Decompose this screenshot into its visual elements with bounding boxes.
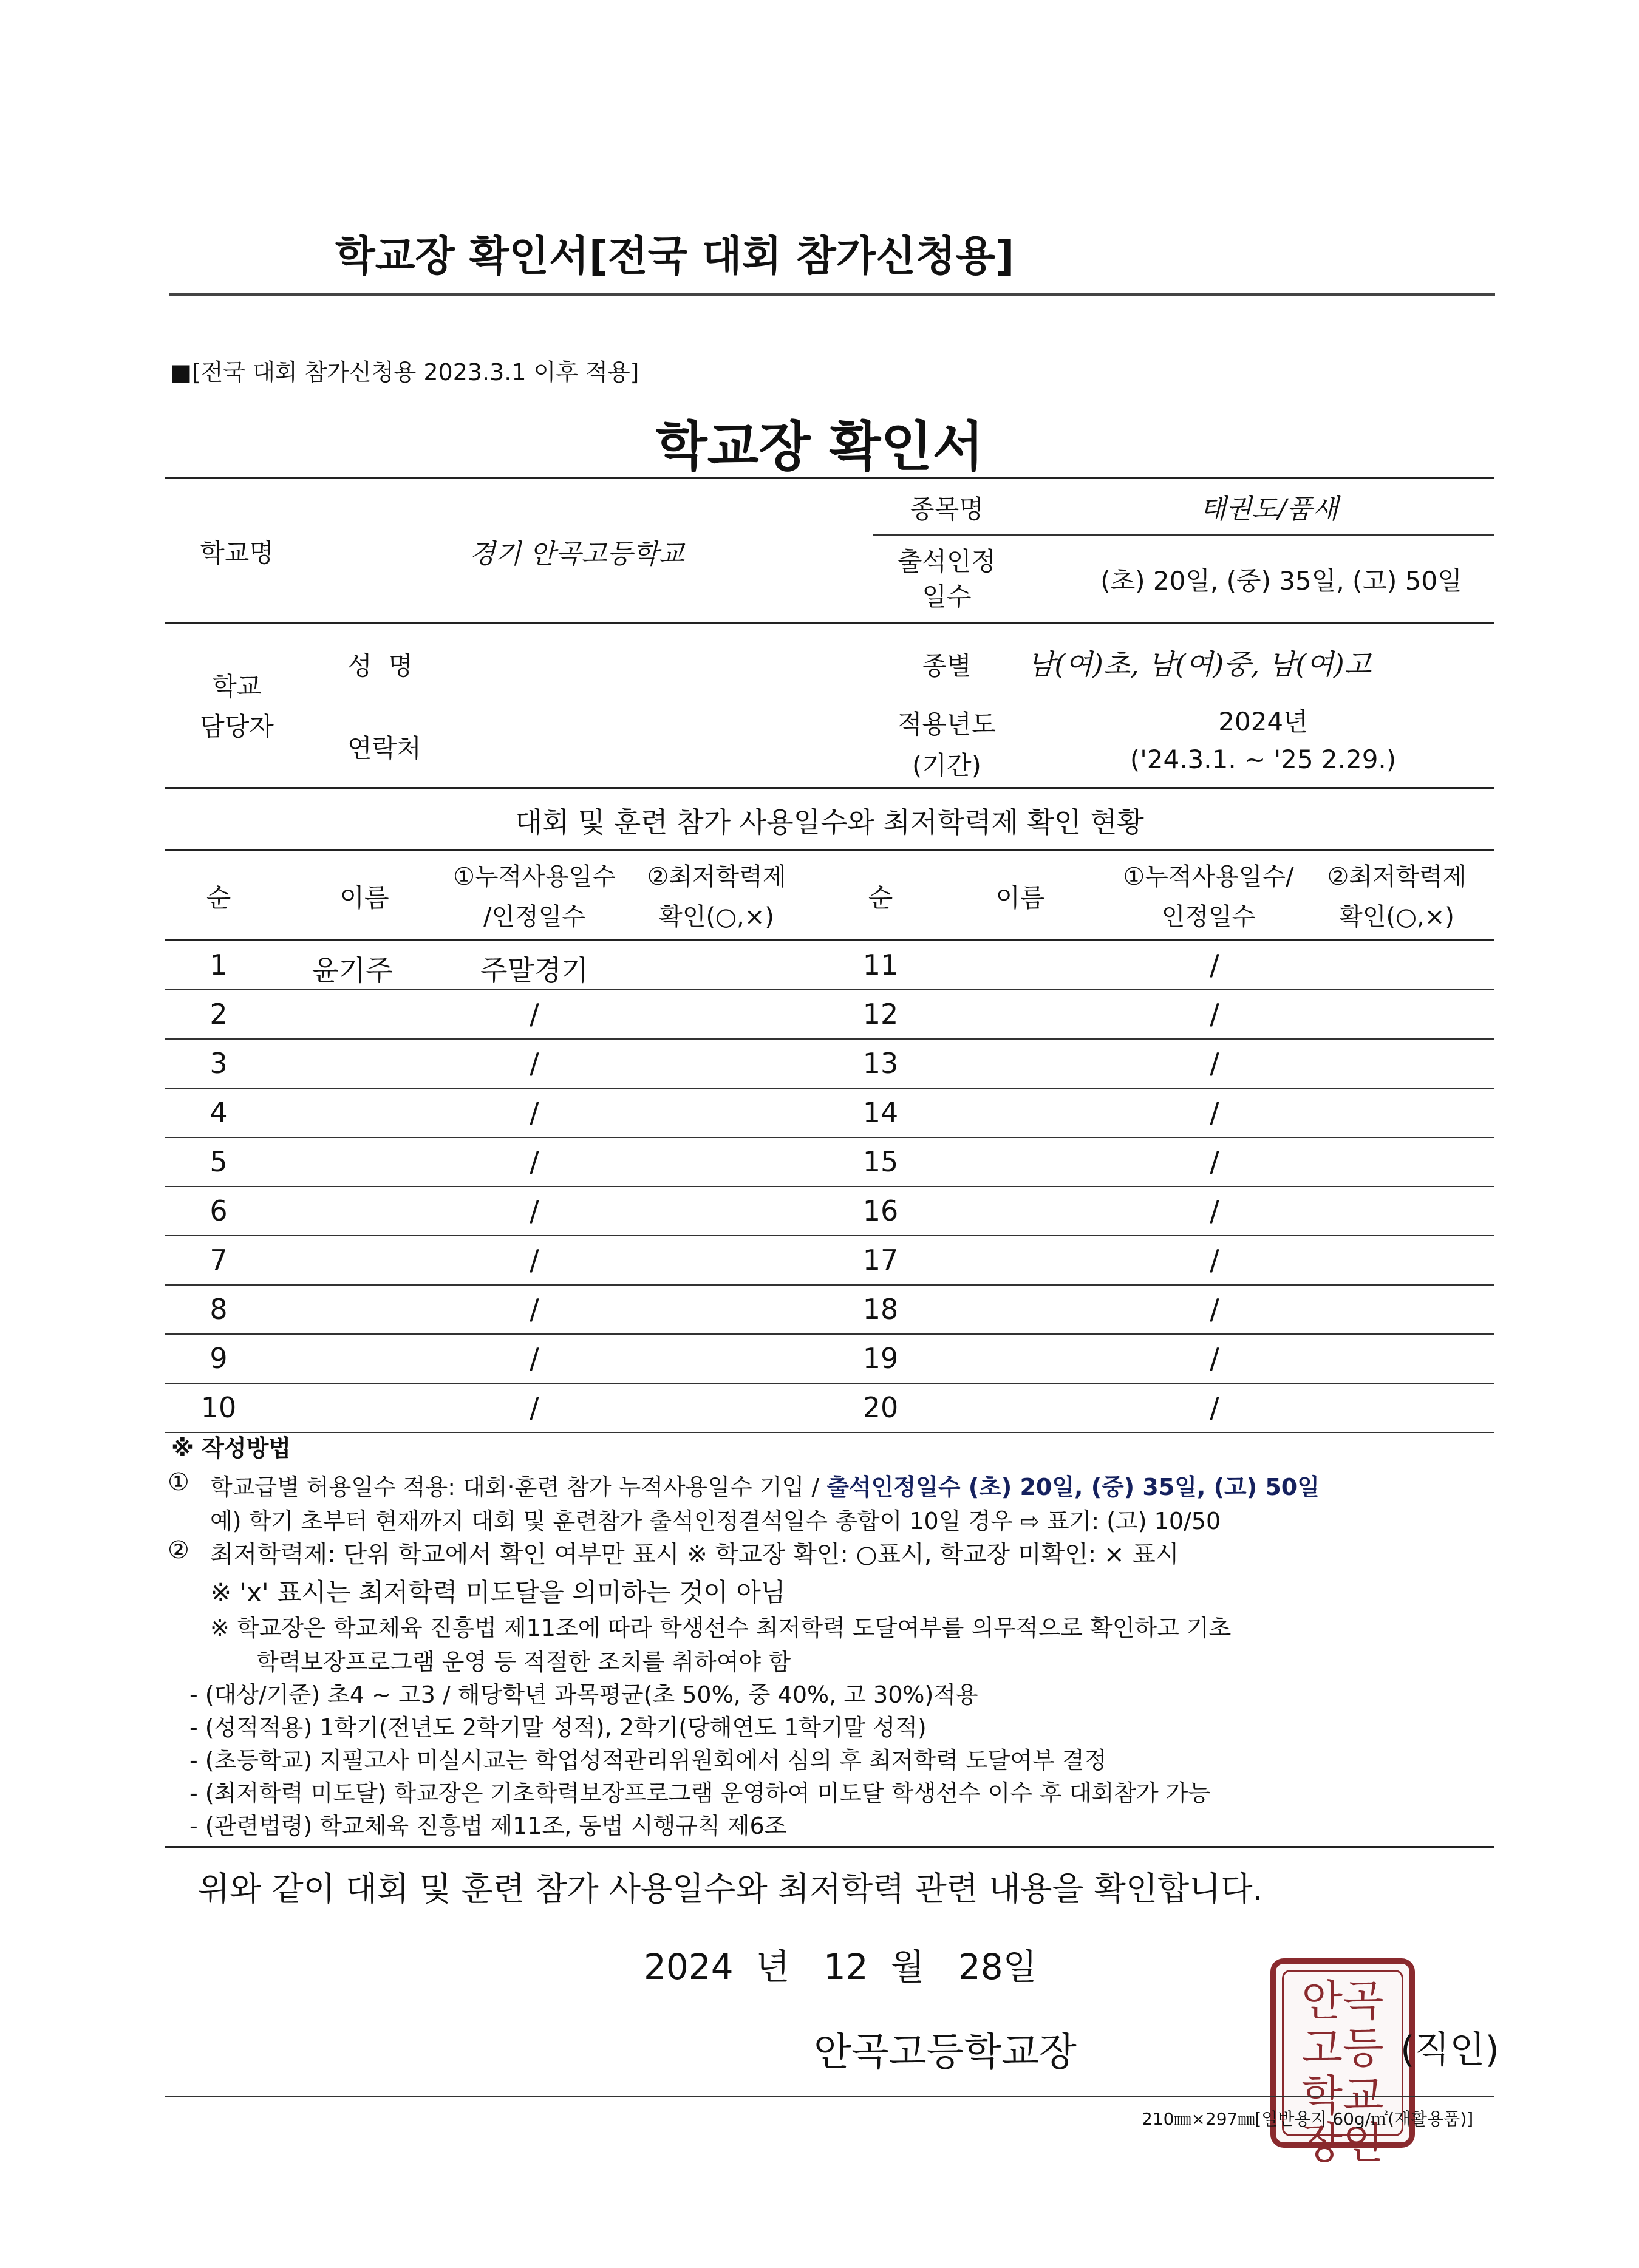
- col-header-check-2: 확인(○,×): [659, 903, 774, 931]
- table-row-days-right: /: [1210, 948, 1219, 981]
- seal-text: 안곡고등학교장인: [1301, 1976, 1384, 2168]
- section-title-bottom: [165, 849, 1494, 851]
- principal-name: 안곡고등학교장: [814, 2030, 1077, 2075]
- col-header-check-right-1: ②최저학력제: [1327, 863, 1467, 891]
- table-row-days: 주말경기: [480, 954, 588, 987]
- col-header-check-right-2: 확인(○,×): [1339, 903, 1454, 931]
- table-row-no: 2: [210, 998, 228, 1030]
- col-header-days-right-2: 인정일수: [1161, 903, 1256, 931]
- notes-heading: ※ 작성방법: [171, 1435, 291, 1462]
- note-1-example: 예) 학기 초부터 현재까지 대회 및 훈련참가 출석인정결석일수 총합이 10일 경우 ⇨ 표기: (고) 10/50: [210, 1508, 1221, 1534]
- table-row-divider: [165, 1235, 1494, 1236]
- table-row-no: 1: [210, 948, 228, 981]
- col-header-days-2: /인정일수: [483, 903, 586, 931]
- note-2-remark-law-cont: 학력보장프로그램 운영 등 적절한 조치를 취하여야 함: [256, 1649, 791, 1675]
- header-title: 학교장 확인서[전국 대회 참가신청용]: [335, 233, 1015, 281]
- col-header-no: 순: [206, 883, 231, 913]
- bullet-underachiever: - (최저학력 미도달) 학교장은 기초학력보장프로그램 운영하여 미도달 학생선수 이수 후 대회참가 가능: [189, 1780, 1211, 1807]
- table-row-no-right: 19: [862, 1342, 899, 1375]
- table-row-days: /: [530, 1145, 539, 1178]
- category-value: 남(여)초, 남(여)중, 남(여)고: [1027, 648, 1372, 681]
- table-row-days-right: /: [1210, 1391, 1219, 1424]
- category-label: 종별: [922, 651, 972, 681]
- col-header-no-right: 순: [868, 883, 893, 913]
- col-header-days-right-1: ①누적사용일수/: [1123, 863, 1294, 891]
- info-top-border: [165, 477, 1494, 479]
- table-row-no-right: 13: [862, 1047, 899, 1080]
- col-header-days-1: ①누적사용일수: [453, 863, 616, 891]
- name-label: 성 명: [347, 651, 413, 681]
- table-header-bottom: [165, 939, 1494, 941]
- table-row-no-right: 14: [862, 1096, 899, 1129]
- table-row-no: 8: [210, 1293, 228, 1326]
- col-header-check-1: ②최저학력제: [647, 863, 786, 891]
- header-divider: [169, 293, 1495, 296]
- bullet-law: - (관련법령) 학교체육 진흥법 제11조, 동법 시행규칙 제6조: [189, 1813, 787, 1839]
- manager-label-2: 담당자: [200, 712, 274, 741]
- table-row-days-right: /: [1210, 1244, 1219, 1276]
- table-row-no: 10: [200, 1391, 237, 1424]
- table-row-days-right: /: [1210, 1293, 1219, 1326]
- bullet-target: - (대상/기준) 초4 ~ 고3 / 해당학년 과목평균(초 50%, 중 40%, 고 30%)적용: [189, 1681, 978, 1708]
- note-1-number: ①: [168, 1468, 189, 1496]
- note-2-remark-law: ※ 학교장은 학교체육 진흥법 제11조에 따라 학생선수 최저학력 도달여부를 의무적으로 확인하고 기초: [210, 1615, 1232, 1641]
- table-row-no-right: 12: [862, 998, 899, 1030]
- seal-label: (직인): [1400, 2029, 1499, 2071]
- attendance-label-2: 일수: [922, 582, 972, 611]
- note-1-text-a: 학교급별 허용일수 적용: 대회·훈련 참가 누적사용일수 기입 /: [210, 1474, 827, 1500]
- table-row-divider: [165, 989, 1494, 990]
- year-value-1: 2024년: [1218, 707, 1308, 737]
- table-row-days-right: /: [1210, 1047, 1219, 1080]
- table-row-divider: [165, 1038, 1494, 1040]
- table-row-no: 7: [210, 1244, 228, 1276]
- section-title: 대회 및 훈련 참가 사용일수와 최저학력제 확인 현황: [515, 806, 1144, 839]
- table-row-days-right: /: [1210, 1342, 1219, 1375]
- table-row-no: 4: [210, 1096, 228, 1129]
- note-1-text: [210, 1468, 1320, 1502]
- main-title: 학교장 확인서: [655, 415, 984, 478]
- table-row-divider: [165, 1186, 1494, 1187]
- table-row-no: 5: [210, 1145, 228, 1178]
- attendance-label-1: 출석인정: [897, 547, 997, 576]
- contact-label: 연락처: [347, 734, 421, 763]
- table-row-days: /: [530, 1244, 539, 1276]
- footer-divider: [165, 2096, 1494, 2097]
- attendance-value: (초) 20일, (중) 35일, (고) 50일: [1100, 566, 1462, 596]
- confirmation-date: 2024 년 12 월 28일: [644, 1946, 1037, 1987]
- bullet-grades: - (성적적용) 1학기(전년도 2학기말 성적), 2학기(당해연도 1학기말 성적): [189, 1714, 927, 1741]
- table-row-divider: [165, 1088, 1494, 1089]
- info-bottom-border: [165, 787, 1494, 789]
- table-row-no-right: 18: [862, 1293, 899, 1326]
- table-row-days-right: /: [1210, 1145, 1219, 1178]
- info-mid-right-line: [873, 534, 1494, 536]
- table-row-days: /: [530, 1047, 539, 1080]
- table-row-days: /: [530, 1391, 539, 1424]
- table-row-no: 3: [210, 1047, 228, 1080]
- table-row-days-right: /: [1210, 998, 1219, 1030]
- table-row-divider: [165, 1137, 1494, 1138]
- col-header-name-right: 이름: [995, 883, 1045, 913]
- year-value-2: ('24.3.1. ~ '25 2.29.): [1130, 744, 1397, 774]
- table-row-days: /: [530, 1293, 539, 1326]
- table-row-days: /: [530, 998, 539, 1030]
- confirmation-text: 위와 같이 대회 및 훈련 참가 사용일수와 최저학력 관련 내용을 확인합니다.: [198, 1870, 1263, 1908]
- table-row-days-right: /: [1210, 1194, 1219, 1227]
- table-row-days: /: [530, 1096, 539, 1129]
- year-label-1: 적용년도: [897, 709, 997, 739]
- table-row-days: /: [530, 1342, 539, 1375]
- table-row-no: 9: [210, 1342, 228, 1375]
- year-label-2: (기간): [912, 751, 981, 780]
- notes-bottom-border: [165, 1846, 1494, 1848]
- manager-label-1: 학교: [212, 672, 262, 701]
- table-row-days: /: [530, 1194, 539, 1227]
- table-row-divider: [165, 1383, 1494, 1384]
- footer-spec: 210㎜×297㎜[일반용지 60g/㎡(재활용품)]: [1142, 2109, 1474, 2129]
- event-label: 종목명: [910, 494, 984, 524]
- school-value: 경기 안곡고등학교: [469, 539, 685, 570]
- note-2-remark-x: ※ 'x' 표시는 최저학력 미도달을 의미하는 것이 아님: [210, 1578, 786, 1607]
- table-row-divider: [165, 1284, 1494, 1286]
- info-mid-border: [165, 622, 1494, 624]
- note-1-text-b: 출석인정일수 (초) 20일, (중) 35일, (고) 50일: [826, 1474, 1320, 1500]
- school-label: 학교명: [200, 538, 274, 568]
- table-row-no-right: 16: [862, 1194, 899, 1227]
- table-row-no: 6: [210, 1194, 228, 1227]
- table-row-no-right: 17: [862, 1244, 899, 1276]
- note-2-number: ②: [168, 1536, 189, 1564]
- table-row-no-right: 20: [862, 1391, 899, 1424]
- note-2-text: 최저학력제: 단위 학교에서 확인 여부만 표시 ※ 학교장 확인: ○표시, 학교장 미확인: × 표시: [210, 1541, 1179, 1568]
- event-value: 태권도/품새: [1200, 494, 1338, 525]
- bullet-elementary: - (초등학교) 지필고사 미실시교는 학업성적관리위원회에서 심의 후 최저학력 도달여부 결정: [189, 1747, 1107, 1774]
- table-row-days-right: /: [1210, 1096, 1219, 1129]
- table-row-divider: [165, 1432, 1494, 1433]
- table-row-no-right: 11: [862, 948, 899, 981]
- table-row-divider: [165, 1333, 1494, 1335]
- col-header-name: 이름: [339, 883, 389, 913]
- table-row-no-right: 15: [862, 1145, 899, 1178]
- subheader-note: ■[전국 대회 참가신청용 2023.3.1 이후 적용]: [170, 359, 639, 386]
- table-row-name: 윤기주: [312, 954, 393, 987]
